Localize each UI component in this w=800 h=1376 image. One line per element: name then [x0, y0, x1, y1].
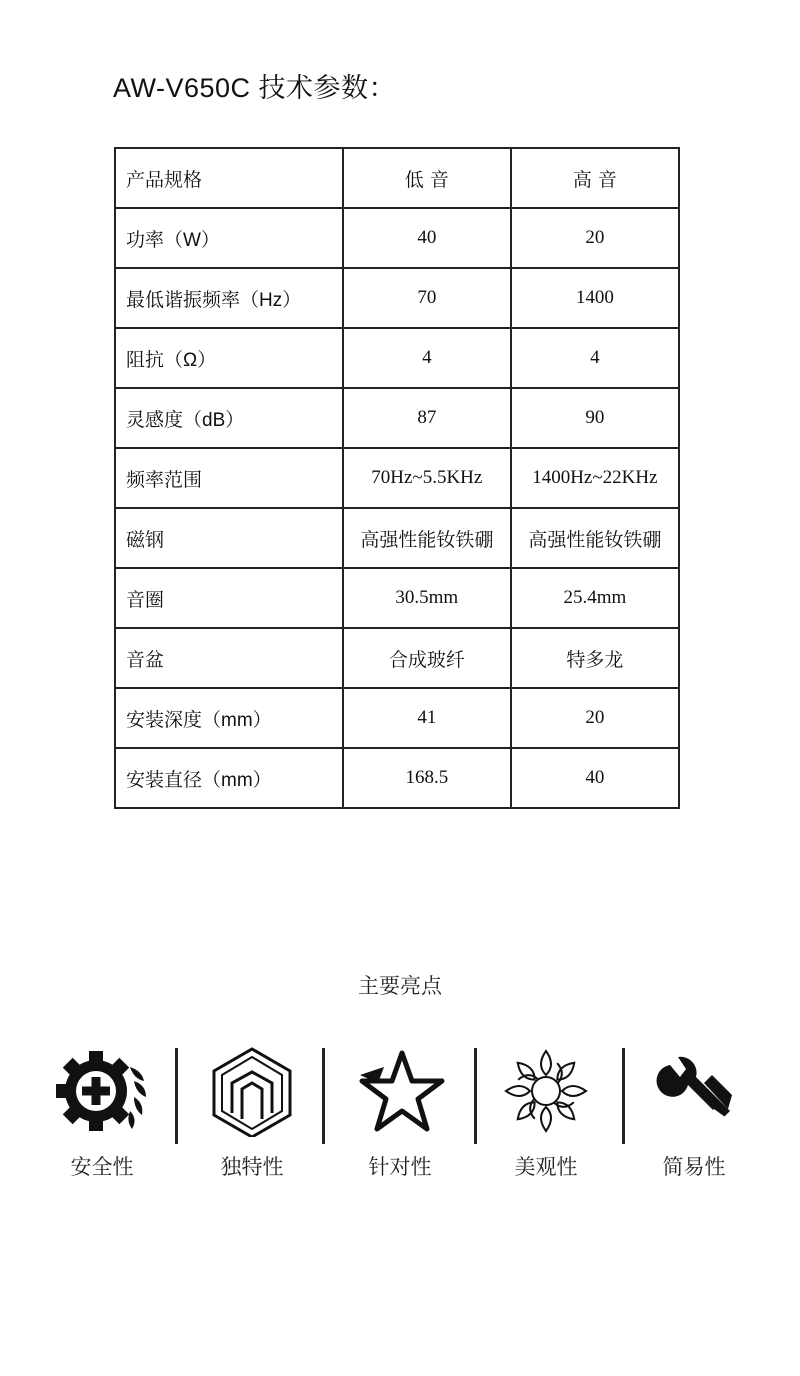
table-cell: 安装深度（mm） — [115, 688, 343, 748]
table-row — [115, 328, 679, 388]
table-cell: 功率（W） — [115, 208, 343, 268]
safety-gear-cross-icon — [56, 1045, 148, 1137]
hexagon-cube-icon — [206, 1045, 298, 1137]
table-header-cell: 产品规格 — [115, 148, 343, 208]
table-cell: 1400Hz~22KHz — [511, 448, 679, 508]
table-cell: 30.5mm — [343, 568, 511, 628]
table-row — [115, 268, 679, 328]
feature-uniqueness — [192, 1045, 312, 1181]
feature-label: 简易性 — [662, 1156, 726, 1179]
table-cell: 168.5 — [343, 748, 511, 808]
table-cell: 音圈 — [115, 568, 343, 628]
table-row — [115, 388, 679, 448]
feature-label: 针对性 — [368, 1156, 432, 1179]
table-row — [115, 748, 679, 808]
table-cell: 最低谐振频率（Hz） — [115, 268, 343, 328]
table-header-cell: 高 音 — [511, 148, 679, 208]
table-cell: 70Hz~5.5KHz — [343, 448, 511, 508]
feature-divider — [622, 1048, 625, 1144]
flower-icon — [500, 1045, 592, 1137]
table-row — [115, 628, 679, 688]
feature-label: 安全性 — [70, 1156, 134, 1179]
table-header-cell: 低 音 — [343, 148, 511, 208]
star-icon — [354, 1045, 446, 1137]
table-cell: 41 — [343, 688, 511, 748]
feature-specificity — [340, 1045, 460, 1181]
feature-ease — [634, 1045, 754, 1181]
table-cell: 20 — [511, 688, 679, 748]
table-cell: 磁钢 — [115, 508, 343, 568]
feature-safety — [42, 1045, 162, 1181]
table-cell: 90 — [511, 388, 679, 448]
table-cell: 频率范围 — [115, 448, 343, 508]
table-cell: 高强性能钕铁硼 — [511, 508, 679, 568]
table-cell: 25.4mm — [511, 568, 679, 628]
table-cell: 20 — [511, 208, 679, 268]
table-row — [115, 508, 679, 568]
table-row — [115, 208, 679, 268]
wrench-screwdriver-icon — [648, 1045, 740, 1137]
table-cell: 灵感度（dB） — [115, 388, 343, 448]
table-cell: 70 — [343, 268, 511, 328]
spec-table — [114, 147, 680, 809]
table-cell: 阻抗（Ω） — [115, 328, 343, 388]
table-row — [115, 688, 679, 748]
table-cell: 高强性能钕铁硼 — [343, 508, 511, 568]
feature-aesthetics — [486, 1045, 606, 1181]
table-cell: 音盆 — [115, 628, 343, 688]
table-cell: 40 — [343, 208, 511, 268]
highlights-title: 主要亮点 — [358, 975, 442, 998]
page-title: AW-V650C 技术参数： — [113, 73, 397, 103]
table-cell: 特多龙 — [511, 628, 679, 688]
table-cell: 4 — [343, 328, 511, 388]
feature-divider — [175, 1048, 178, 1144]
table-cell: 4 — [511, 328, 679, 388]
table-cell: 安装直径（mm） — [115, 748, 343, 808]
table-header-row — [115, 148, 679, 208]
feature-label: 美观性 — [514, 1156, 578, 1179]
feature-label: 独特性 — [220, 1156, 284, 1179]
table-cell: 40 — [511, 748, 679, 808]
feature-divider — [322, 1048, 325, 1144]
table-row — [115, 448, 679, 508]
table-row — [115, 568, 679, 628]
table-cell: 合成玻纤 — [343, 628, 511, 688]
table-cell: 87 — [343, 388, 511, 448]
table-cell: 1400 — [511, 268, 679, 328]
feature-divider — [474, 1048, 477, 1144]
